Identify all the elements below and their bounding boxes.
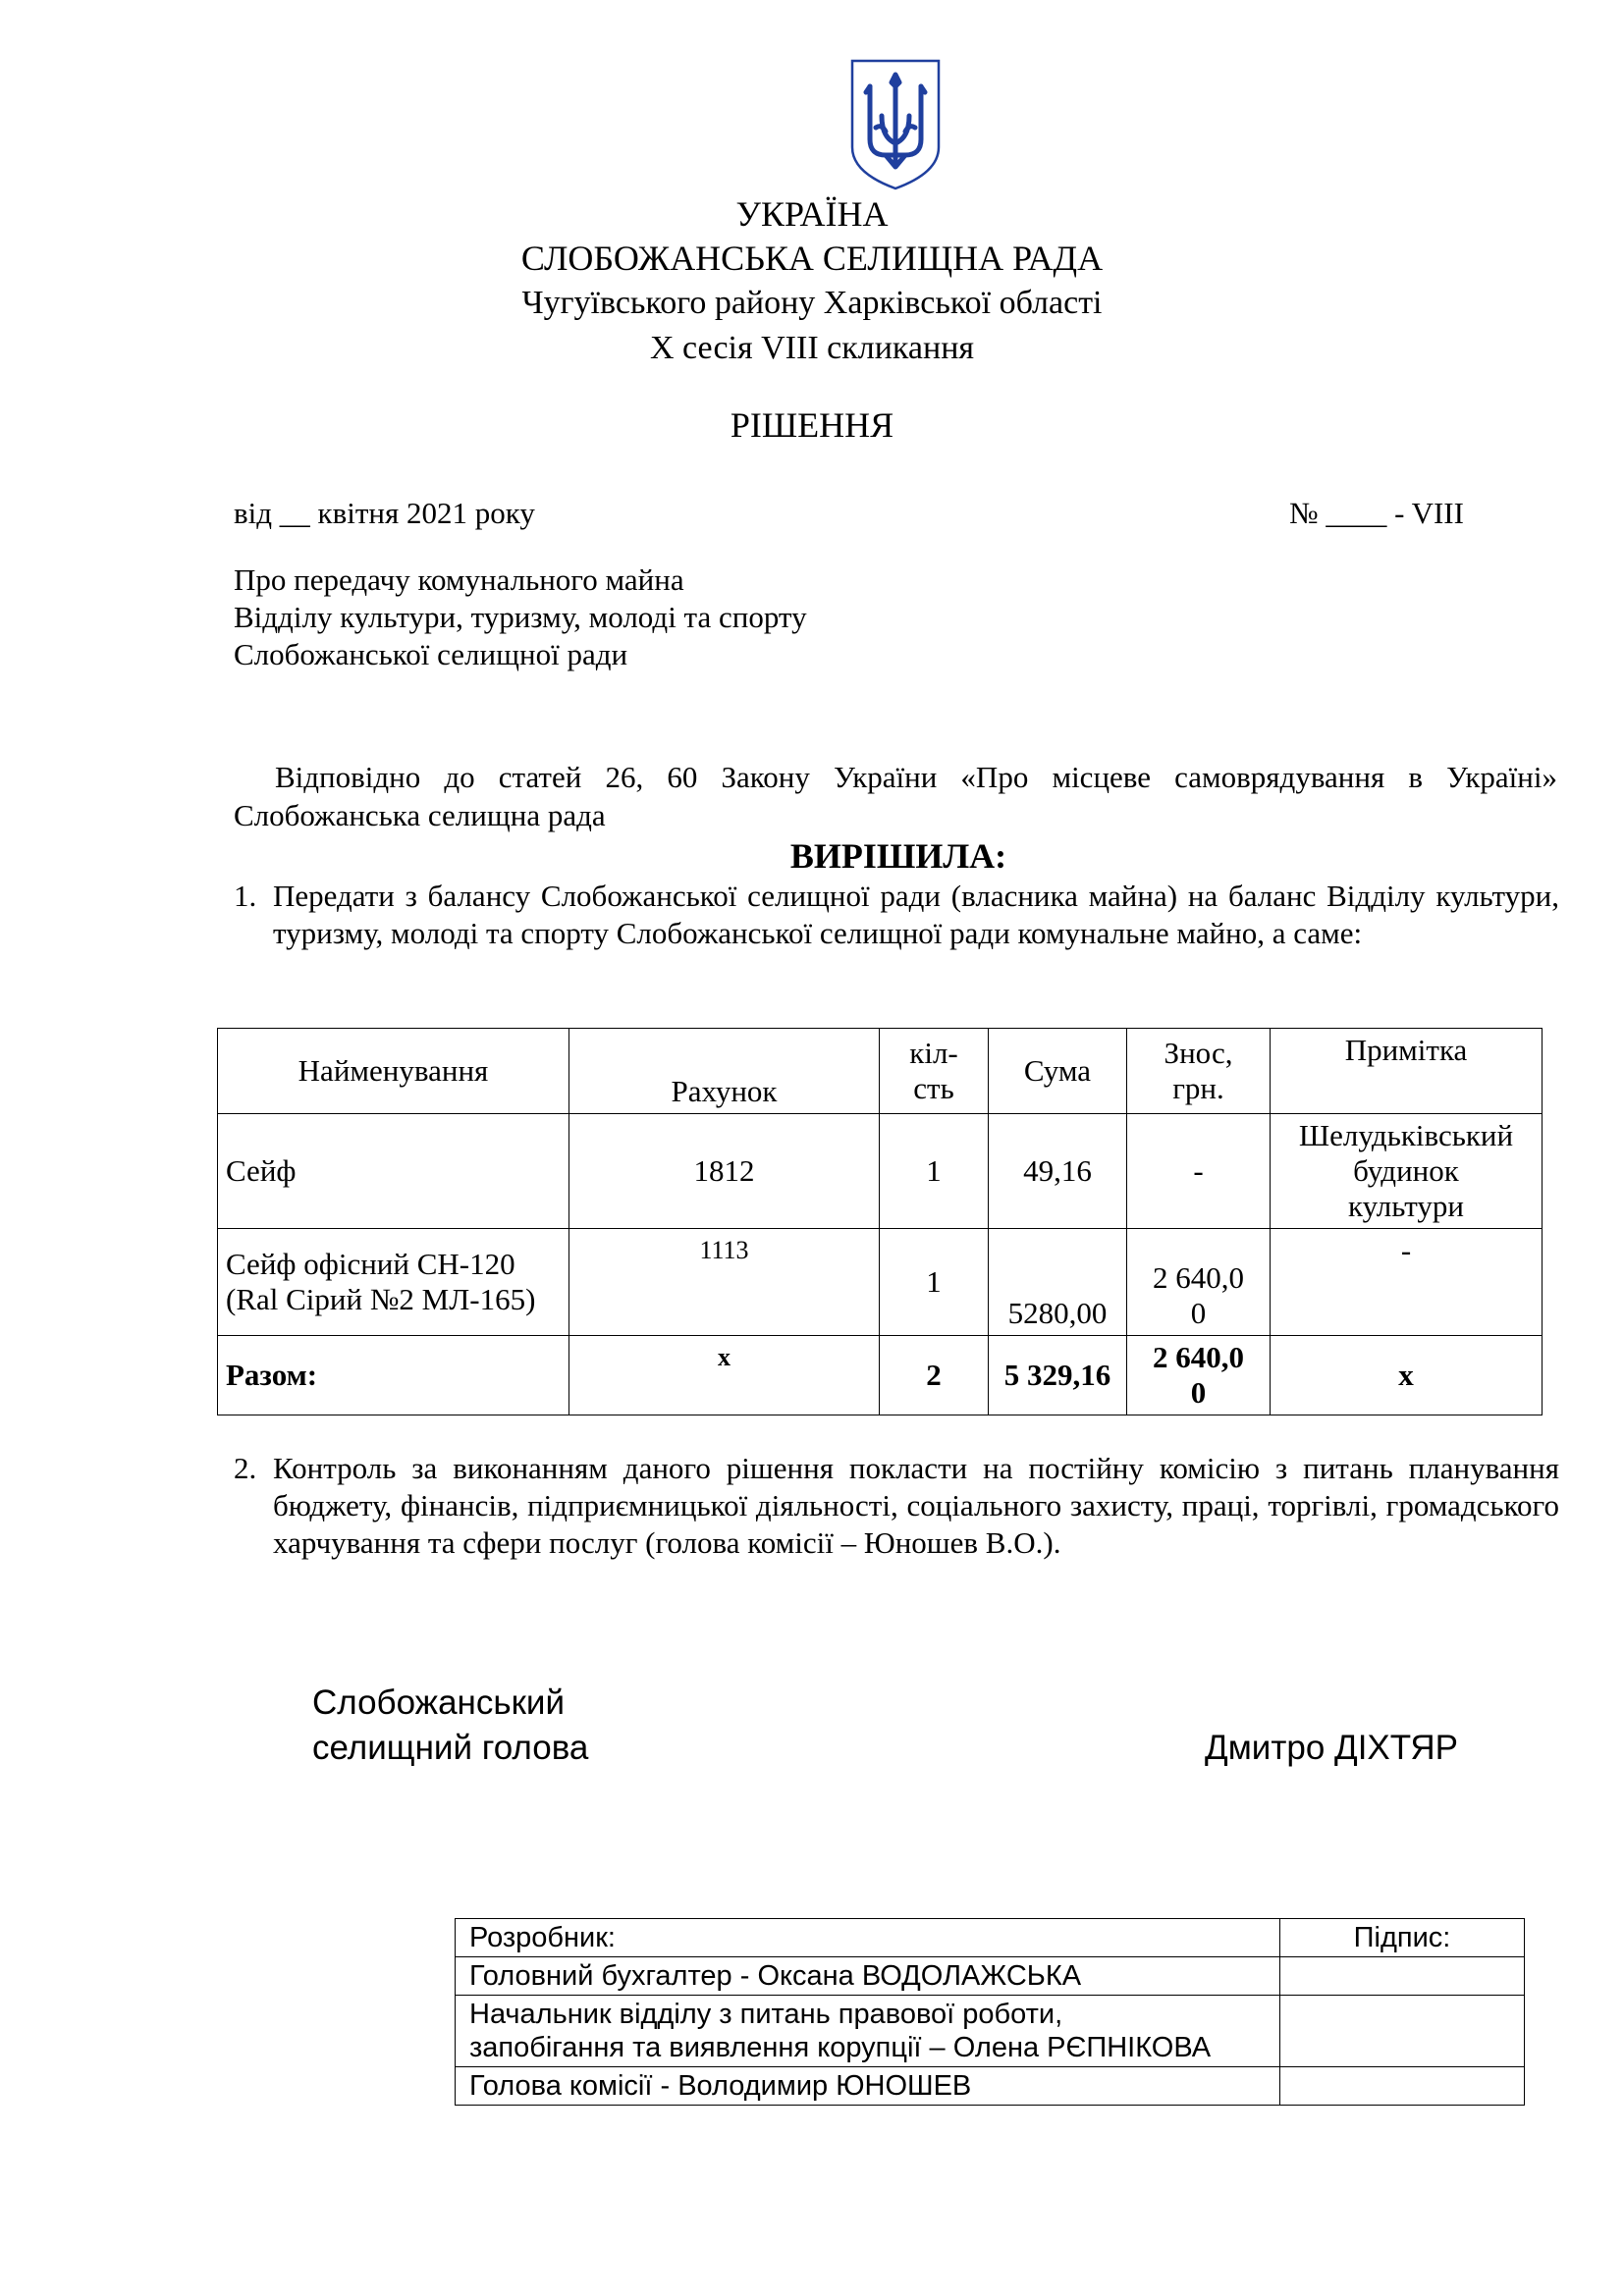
- wear-line: 0: [1190, 1375, 1207, 1410]
- header-district: Чугуївського району Харківської області: [521, 285, 1103, 321]
- cell-name: [218, 1229, 569, 1336]
- subject-line: Про передачу комунального майна: [234, 562, 684, 597]
- signatory-name: Дмитро ДІХТЯР: [1205, 1729, 1459, 1767]
- approver-line: запобігання та виявлення корупції – Олена РЄПНІКОВА: [469, 2032, 1212, 2063]
- note-line: будинок: [1353, 1153, 1459, 1188]
- cell-note: [1271, 1114, 1543, 1229]
- decision-title: РІШЕННЯ: [730, 405, 894, 445]
- header-name: Найменування: [218, 1029, 569, 1114]
- table-row: [218, 1229, 1543, 1336]
- subject-line: Відділу культури, туризму, молоді та спорту: [234, 600, 807, 634]
- wear-line: 2 640,0: [1153, 1340, 1244, 1374]
- header-qty-line: сть: [913, 1071, 954, 1105]
- wear-line: 2 640,0: [1153, 1260, 1244, 1295]
- position-line: селищний голова: [312, 1729, 589, 1767]
- header-council: СЛОБОЖАНСЬКА СЕЛИЩНА РАДА: [520, 239, 1104, 278]
- total-label: Разом:: [218, 1336, 569, 1415]
- approval-header-developer: Розробник:: [456, 1919, 1280, 1957]
- approver-name: [456, 1996, 1280, 2067]
- header-country: УКРАЇНА: [735, 194, 889, 234]
- decision-date: від __ квітня 2021 року: [234, 496, 535, 530]
- preamble-line: Слобожанська селищна рада: [234, 798, 606, 832]
- cell-wear: [1127, 1229, 1271, 1336]
- total-qty: 2: [880, 1336, 989, 1415]
- item-number: 2.: [234, 1451, 257, 1485]
- cell-qty: 1: [880, 1229, 989, 1336]
- wear-line: 0: [1190, 1296, 1207, 1330]
- approval-table: [455, 1918, 1525, 2106]
- approval-header-signature: Підпис:: [1280, 1919, 1525, 1957]
- header-note: Примітка: [1271, 1029, 1543, 1114]
- approval-header-row: [456, 1919, 1525, 1957]
- resolution-item: [234, 878, 1559, 952]
- header-wear: [1127, 1029, 1271, 1114]
- signature-cell: [1280, 1957, 1525, 1996]
- note-line: Шелудьківський: [1298, 1118, 1514, 1152]
- cell-note: -: [1271, 1229, 1543, 1336]
- preamble-line: Відповідно до статей 26, 60 Закону України «Про місцеве самоврядування в Україні»: [275, 760, 1557, 794]
- approval-row: [456, 1957, 1525, 1996]
- resolved-heading: ВИРІШИЛА:: [789, 836, 1007, 876]
- signatory-position: [312, 1681, 588, 1771]
- preamble: [234, 758, 1557, 834]
- total-account: х: [569, 1336, 880, 1415]
- cell-name: Сейф: [218, 1114, 569, 1229]
- header-sum: Сума: [989, 1029, 1127, 1114]
- note-line: культури: [1348, 1189, 1464, 1223]
- header-wear-line: Знос,: [1164, 1036, 1233, 1070]
- subject-line: Слобожанської селищної ради: [234, 637, 628, 671]
- name-line: (Ral Сірий №2 МЛ-165): [226, 1282, 536, 1316]
- approval-row: [456, 2067, 1525, 2106]
- total-note: х: [1271, 1336, 1543, 1415]
- signature-cell: [1280, 1996, 1525, 2067]
- cell-sum: 49,16: [989, 1114, 1127, 1229]
- header-qty-line: кіл-: [909, 1036, 958, 1070]
- cell-account: 1113: [569, 1229, 880, 1336]
- header-qty: [880, 1029, 989, 1114]
- item-number: 1.: [234, 879, 257, 913]
- resolution-item: [234, 1450, 1559, 1562]
- item-text: Контроль за виконанням даного рішення покласти на постійну комісію з питань планування бюджету, фінансів, підприємницької діяльності, соціального захисту, праці, торгівлі, громадського харчування та сфери послуг (голова комісії – Юношев В.О.).: [273, 1451, 1559, 1560]
- cell-wear: -: [1127, 1114, 1271, 1229]
- decision-subject: [234, 561, 1019, 673]
- approver-line: Начальник відділу з питань правової роботи,: [469, 1999, 1063, 2030]
- cell-account: 1812: [569, 1114, 880, 1229]
- item-text: Передати з балансу Слобожанської селищної ради (власника майна) на баланс Відділу культури, туризму, молоді та спорту Слобожанської селищної ради комунальне майно, а саме:: [273, 879, 1559, 950]
- approver-name: Голова комісії - Володимир ЮНОШЕВ: [456, 2067, 1280, 2106]
- header-wear-line: грн.: [1172, 1071, 1224, 1105]
- header-session: X сесія VIII скликання: [649, 330, 975, 366]
- table-total-row: [218, 1336, 1543, 1415]
- table-row: [218, 1114, 1543, 1229]
- trident-coat-of-arms-icon: [846, 57, 945, 192]
- signature-cell: [1280, 2067, 1525, 2106]
- header-account: Рахунок: [569, 1029, 880, 1114]
- approver-name: Головний бухгалтер - Оксана ВОДОЛАЖСЬКА: [456, 1957, 1280, 1996]
- cell-qty: 1: [880, 1114, 989, 1229]
- name-line: Сейф офісний СН-120: [226, 1247, 515, 1281]
- table-header-row: [218, 1029, 1543, 1114]
- total-wear: [1127, 1336, 1271, 1415]
- position-line: Слобожанський: [312, 1683, 566, 1722]
- cell-sum: 5280,00: [989, 1229, 1127, 1336]
- approval-row: [456, 1996, 1525, 2067]
- total-sum: 5 329,16: [989, 1336, 1127, 1415]
- property-table: [217, 1028, 1543, 1415]
- decision-number: № ____ - VIII: [1289, 496, 1464, 530]
